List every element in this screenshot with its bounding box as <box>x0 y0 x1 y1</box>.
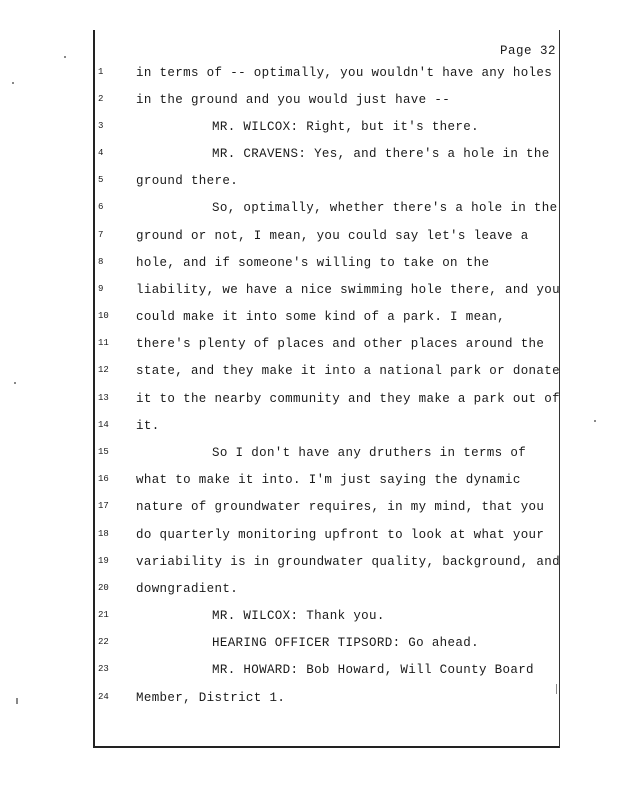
transcript-line <box>0 419 618 439</box>
transcript-line <box>0 609 618 629</box>
line-number: 23 <box>98 664 109 674</box>
line-number: 6 <box>98 202 104 212</box>
transcript-line <box>0 310 618 330</box>
transcript-line <box>0 337 618 357</box>
scan-speck <box>556 684 557 694</box>
line-number: 4 <box>98 148 104 158</box>
line-text: ground there. <box>136 174 239 188</box>
line-number: 18 <box>98 529 109 539</box>
transcript-line <box>0 93 618 113</box>
line-number: 10 <box>98 311 109 321</box>
line-text: ground or not, I mean, you could say let's leave a <box>136 229 529 243</box>
transcript-line <box>0 691 618 711</box>
line-number: 12 <box>98 365 109 375</box>
line-text: nature of groundwater requires, in my mind, that you <box>136 500 545 514</box>
transcript-line <box>0 500 618 520</box>
line-text: So, optimally, whether there's a hole in the <box>212 201 558 215</box>
scan-speck <box>16 698 18 704</box>
line-text: hole, and if someone's willing to take on the <box>136 256 490 270</box>
transcript-line <box>0 201 618 221</box>
line-number: 15 <box>98 447 109 457</box>
line-text: MR. HOWARD: Bob Howard, Will County Board <box>212 663 534 677</box>
transcript-line <box>0 555 618 575</box>
transcript-line <box>0 147 618 167</box>
transcript-line <box>0 392 618 412</box>
transcript-line <box>0 120 618 140</box>
line-number: 3 <box>98 121 104 131</box>
line-text: it. <box>136 419 160 433</box>
line-number: 2 <box>98 94 104 104</box>
line-text: Member, District 1. <box>136 691 286 705</box>
scan-speck <box>64 56 66 58</box>
line-number: 7 <box>98 230 104 240</box>
line-text: liability, we have a nice swimming hole there, and you <box>136 283 560 297</box>
line-text: downgradient. <box>136 582 239 596</box>
transcript-line <box>0 636 618 656</box>
line-number: 13 <box>98 393 109 403</box>
line-text: MR. WILCOX: Right, but it's there. <box>212 120 479 134</box>
transcript-line <box>0 364 618 384</box>
line-number: 9 <box>98 284 104 294</box>
transcript-line <box>0 582 618 602</box>
transcript-line <box>0 446 618 466</box>
line-text: do quarterly monitoring upfront to look at what your <box>136 528 545 542</box>
line-text: there's plenty of places and other places around the <box>136 337 545 351</box>
line-number: 19 <box>98 556 109 566</box>
transcript-line <box>0 473 618 493</box>
transcript-line <box>0 663 618 683</box>
line-number: 16 <box>98 474 109 484</box>
page-number: Page 32 <box>499 44 556 58</box>
line-number: 14 <box>98 420 109 430</box>
line-text: MR. WILCOX: Thank you. <box>212 609 385 623</box>
line-text: So I don't have any druthers in terms of <box>212 446 527 460</box>
line-text: variability is in groundwater quality, background, and <box>136 555 560 569</box>
transcript-line <box>0 174 618 194</box>
scan-speck <box>12 82 14 84</box>
transcript-line <box>0 229 618 249</box>
transcript-line <box>0 528 618 548</box>
scan-speck <box>594 420 596 422</box>
transcript-line <box>0 283 618 303</box>
line-text: what to make it into. I'm just saying the dynamic <box>136 473 521 487</box>
line-number: 24 <box>98 692 109 702</box>
line-number: 22 <box>98 637 109 647</box>
line-number: 1 <box>98 67 104 77</box>
line-text: could make it into some kind of a park. I mean, <box>136 310 506 324</box>
line-text: it to the nearby community and they make a park out of <box>136 392 560 406</box>
transcript-line <box>0 66 618 86</box>
line-number: 17 <box>98 501 109 511</box>
line-text: HEARING OFFICER TIPSORD: Go ahead. <box>212 636 479 650</box>
line-text: in the ground and you would just have -- <box>136 93 451 107</box>
line-number: 21 <box>98 610 109 620</box>
line-number: 11 <box>98 338 109 348</box>
line-text: state, and they make it into a national park or donate <box>136 364 560 378</box>
transcript-line <box>0 256 618 276</box>
line-text: MR. CRAVENS: Yes, and there's a hole in the <box>212 147 550 161</box>
line-number: 5 <box>98 175 104 185</box>
line-text: in terms of -- optimally, you wouldn't have any holes <box>136 66 553 80</box>
line-number: 20 <box>98 583 109 593</box>
line-number: 8 <box>98 257 104 267</box>
scan-speck <box>14 382 16 384</box>
